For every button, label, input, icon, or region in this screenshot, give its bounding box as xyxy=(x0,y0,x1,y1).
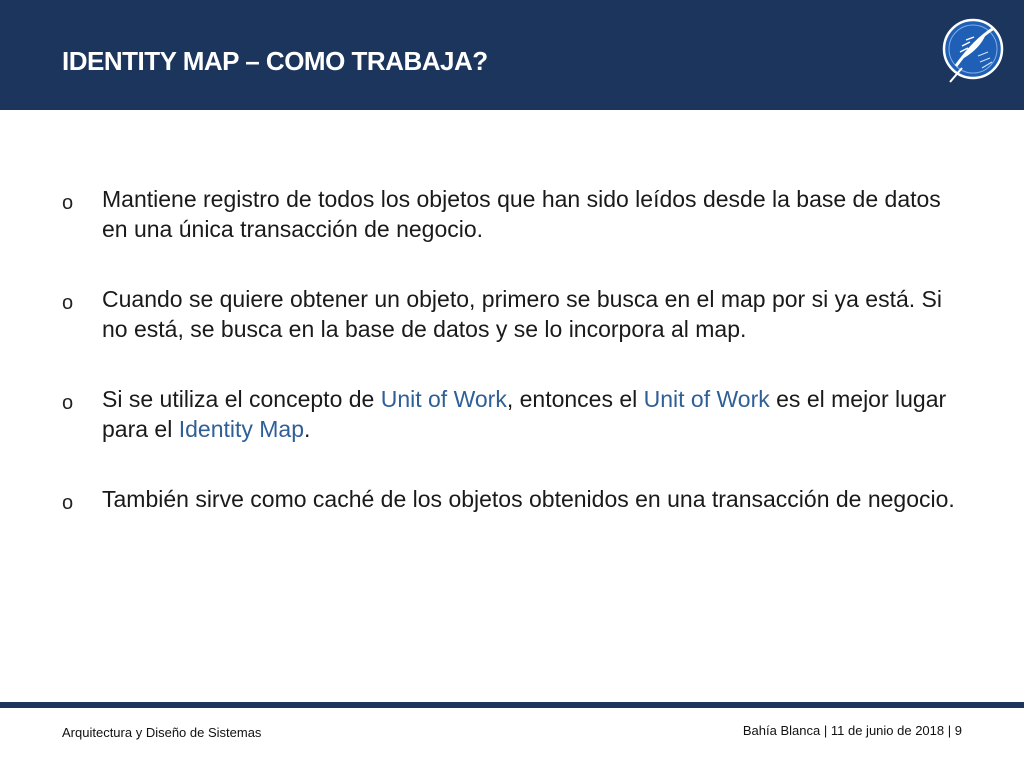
text-segment: , entonces el xyxy=(506,386,644,412)
footer-info xyxy=(743,723,962,738)
bullet-list xyxy=(62,184,972,554)
bullet-text: Mantiene registro de todos los objetos que han sido leídos desde la base de datos en una única transacción de negocio. xyxy=(102,186,941,242)
bullet-text: También sirve como caché de los objetos obtenidos en una transacción de negocio. xyxy=(102,486,955,512)
bullet-text xyxy=(102,386,946,442)
university-seal-icon xyxy=(942,18,1004,86)
footer-bar xyxy=(0,702,1024,708)
bullet-item xyxy=(62,284,972,344)
slide-title: IDENTITY MAP – COMO TRABAJA? xyxy=(62,46,488,76)
course-name: Arquitectura y Diseño de Sistemas xyxy=(62,725,262,740)
date: 11 de junio de 2018 xyxy=(830,723,945,738)
bullet-item xyxy=(62,384,972,444)
bullet-text: Cuando se quiere obtener un objeto, primero se busca en el map por si ya está. Si no está, se busca en la base de datos y se lo incorpora al map. xyxy=(102,286,942,342)
text-segment: Si se utiliza el concepto de xyxy=(102,386,381,412)
bullet-marker: o xyxy=(62,492,74,514)
bullet-marker: o xyxy=(62,192,74,214)
location: Bahía Blanca xyxy=(742,723,821,738)
text-segment: es el mejor lugar para el xyxy=(102,386,947,442)
bullet-marker: o xyxy=(62,292,74,314)
separator: | xyxy=(823,723,828,738)
bullet-item xyxy=(62,184,972,244)
separator: | xyxy=(947,723,952,738)
highlight-term: Identity Map xyxy=(178,416,305,442)
highlight-term: Unit of Work xyxy=(380,386,507,412)
page-number: 9 xyxy=(954,723,962,738)
highlight-term: Unit of Work xyxy=(643,386,770,412)
header-bar xyxy=(0,0,1024,110)
text-segment: . xyxy=(304,416,311,442)
bullet-item xyxy=(62,484,972,514)
bullet-marker: o xyxy=(62,392,74,414)
